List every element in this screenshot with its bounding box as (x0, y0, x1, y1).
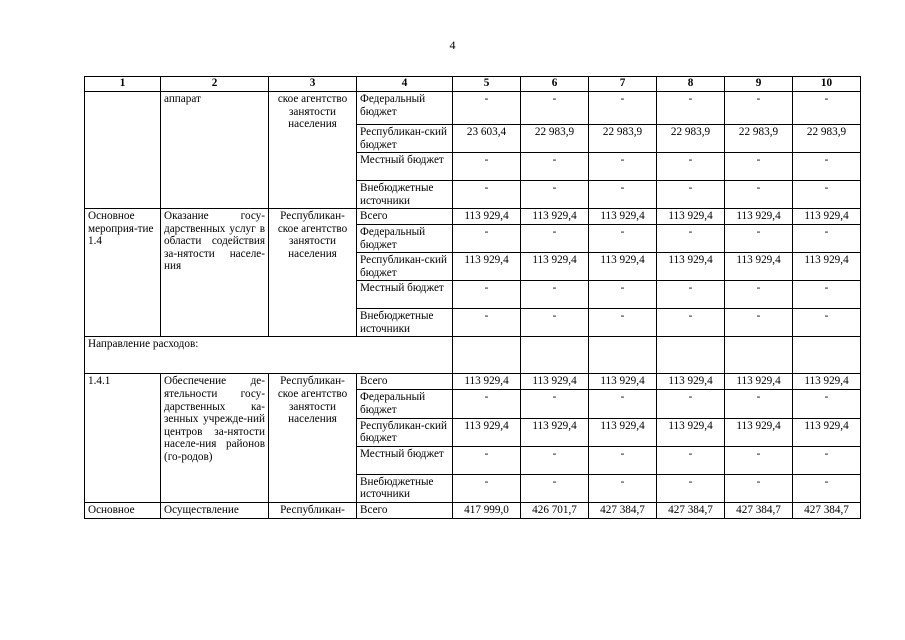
empty-cell (793, 337, 861, 374)
value-cell: 22 983,9 (725, 125, 793, 153)
value-cell: 113 929,4 (521, 253, 589, 281)
value-cell: 427 384,7 (589, 502, 657, 518)
funding-source-cell: Всего (357, 502, 453, 518)
value-cell: - (725, 153, 793, 181)
value-cell: - (453, 390, 521, 418)
measure-name-cell: Оказание госу-дарственных услуг в области содействия за-нятости населе-ния (161, 209, 269, 337)
value-cell: 113 929,4 (793, 253, 861, 281)
value-cell: 113 929,4 (725, 253, 793, 281)
value-cell: 113 929,4 (793, 374, 861, 390)
measure-name-cell: Осуществление (161, 502, 269, 518)
value-cell: 427 384,7 (793, 502, 861, 518)
value-cell: - (589, 474, 657, 502)
value-cell: - (657, 225, 725, 253)
measure-name-cell: Обеспечение де-ятельности госу-дарственных ка-зенных учрежде-ний центров за-нятости населе-ния районов (го-родов) (161, 374, 269, 502)
funding-source-cell: Внебюджетные источники (357, 474, 453, 502)
table-row (85, 92, 861, 125)
value-cell: - (793, 309, 861, 337)
value-cell: - (725, 225, 793, 253)
funding-source-cell: Всего (357, 209, 453, 225)
value-cell: - (793, 390, 861, 418)
value-cell: - (521, 446, 589, 474)
value-cell: - (725, 281, 793, 309)
value-cell: - (725, 92, 793, 125)
empty-cell (589, 337, 657, 374)
value-cell: 113 929,4 (589, 418, 657, 446)
block1-col1-cell (85, 92, 161, 209)
header-cell: 9 (725, 77, 793, 92)
funding-source-cell: Республикан-ский бюджет (357, 253, 453, 281)
value-cell: - (657, 446, 725, 474)
value-cell: - (657, 390, 725, 418)
value-cell: 22 983,9 (793, 125, 861, 153)
value-cell: - (793, 181, 861, 209)
value-cell: 113 929,4 (657, 374, 725, 390)
header-cell: 8 (657, 77, 725, 92)
table-row (85, 209, 861, 225)
value-cell: - (589, 92, 657, 125)
block1-col3-cell: ское агентство занятости населения (269, 92, 357, 209)
empty-cell (657, 337, 725, 374)
measure-code-cell: 1.4.1 (85, 374, 161, 502)
page-number: 4 (449, 38, 456, 52)
value-cell: - (657, 281, 725, 309)
executor-cell: Республикан- (269, 502, 357, 518)
funding-source-cell: Федеральный бюджет (357, 92, 453, 125)
measure-code-cell: Основное (85, 502, 161, 518)
funding-source-cell: Республикан-ский бюджет (357, 418, 453, 446)
value-cell: 113 929,4 (521, 418, 589, 446)
value-cell: - (589, 153, 657, 181)
value-cell: 113 929,4 (521, 209, 589, 225)
header-row (85, 77, 861, 92)
value-cell: - (453, 153, 521, 181)
funding-source-cell: Местный бюджет (357, 153, 453, 181)
value-cell: - (589, 281, 657, 309)
value-cell: - (453, 181, 521, 209)
value-cell: - (589, 181, 657, 209)
empty-cell (453, 337, 521, 374)
funding-source-cell: Внебюджетные источники (357, 181, 453, 209)
value-cell: - (453, 281, 521, 309)
value-cell: - (521, 92, 589, 125)
value-cell: - (521, 309, 589, 337)
value-cell: - (521, 281, 589, 309)
value-cell: 113 929,4 (725, 374, 793, 390)
value-cell: 22 983,9 (589, 125, 657, 153)
funding-source-cell: Республикан-ский бюджет (357, 125, 453, 153)
budget-table (84, 76, 861, 519)
header-cell: 7 (589, 77, 657, 92)
section-label: Направление расходов: (85, 337, 453, 374)
value-cell: 113 929,4 (589, 374, 657, 390)
value-cell: 23 603,4 (453, 125, 521, 153)
value-cell: - (725, 474, 793, 502)
value-cell: - (521, 153, 589, 181)
measure-code-cell: Основное мероприя-тие 1.4 (85, 209, 161, 337)
funding-source-cell: Местный бюджет (357, 446, 453, 474)
value-cell: 22 983,9 (657, 125, 725, 153)
value-cell: 113 929,4 (657, 209, 725, 225)
value-cell: 113 929,4 (453, 253, 521, 281)
value-cell: 113 929,4 (657, 418, 725, 446)
value-cell: - (725, 446, 793, 474)
value-cell: 22 983,9 (521, 125, 589, 153)
value-cell: - (657, 309, 725, 337)
value-cell: - (725, 309, 793, 337)
table-row (85, 502, 861, 518)
funding-source-cell: Федеральный бюджет (357, 390, 453, 418)
value-cell: - (589, 309, 657, 337)
value-cell: 417 999,0 (453, 502, 521, 518)
value-cell: 113 929,4 (453, 374, 521, 390)
value-cell: - (453, 474, 521, 502)
value-cell: 113 929,4 (657, 253, 725, 281)
value-cell: - (793, 92, 861, 125)
value-cell: - (521, 181, 589, 209)
value-cell: - (453, 446, 521, 474)
value-cell: - (589, 225, 657, 253)
value-cell: 113 929,4 (725, 209, 793, 225)
header-cell: 2 (161, 77, 269, 92)
executor-cell: Республикан-ское агентство занятости населения (269, 209, 357, 337)
value-cell: - (521, 225, 589, 253)
value-cell: 113 929,4 (521, 374, 589, 390)
value-cell: 113 929,4 (453, 418, 521, 446)
value-cell: 113 929,4 (793, 209, 861, 225)
value-cell: - (521, 390, 589, 418)
value-cell: - (521, 474, 589, 502)
value-cell: - (453, 225, 521, 253)
value-cell: - (589, 390, 657, 418)
value-cell: - (453, 309, 521, 337)
value-cell: - (793, 153, 861, 181)
header-cell: 3 (269, 77, 357, 92)
value-cell: 426 701,7 (521, 502, 589, 518)
value-cell: - (657, 181, 725, 209)
value-cell: - (793, 281, 861, 309)
value-cell: 427 384,7 (657, 502, 725, 518)
header-cell: 5 (453, 77, 521, 92)
value-cell: - (793, 446, 861, 474)
value-cell: - (657, 474, 725, 502)
value-cell: - (793, 474, 861, 502)
value-cell: 113 929,4 (589, 209, 657, 225)
value-cell: - (453, 92, 521, 125)
value-cell: - (793, 225, 861, 253)
table-row (85, 374, 861, 390)
value-cell: - (657, 153, 725, 181)
header-cell: 1 (85, 77, 161, 92)
funding-source-cell: Внебюджетные источники (357, 309, 453, 337)
value-cell: 113 929,4 (589, 253, 657, 281)
value-cell: - (725, 390, 793, 418)
value-cell: - (657, 92, 725, 125)
value-cell: - (725, 181, 793, 209)
value-cell: 113 929,4 (793, 418, 861, 446)
header-cell: 4 (357, 77, 453, 92)
empty-cell (725, 337, 793, 374)
section-row (85, 337, 861, 374)
value-cell: - (589, 446, 657, 474)
block1-col2-cell: аппарат (161, 92, 269, 209)
empty-cell (521, 337, 589, 374)
header-cell: 10 (793, 77, 861, 92)
value-cell: 427 384,7 (725, 502, 793, 518)
value-cell: 113 929,4 (725, 418, 793, 446)
funding-source-cell: Всего (357, 374, 453, 390)
funding-source-cell: Местный бюджет (357, 281, 453, 309)
header-cell: 6 (521, 77, 589, 92)
funding-source-cell: Федеральный бюджет (357, 225, 453, 253)
value-cell: 113 929,4 (453, 209, 521, 225)
executor-cell: Республикан-ское агентство занятости населения (269, 374, 357, 502)
